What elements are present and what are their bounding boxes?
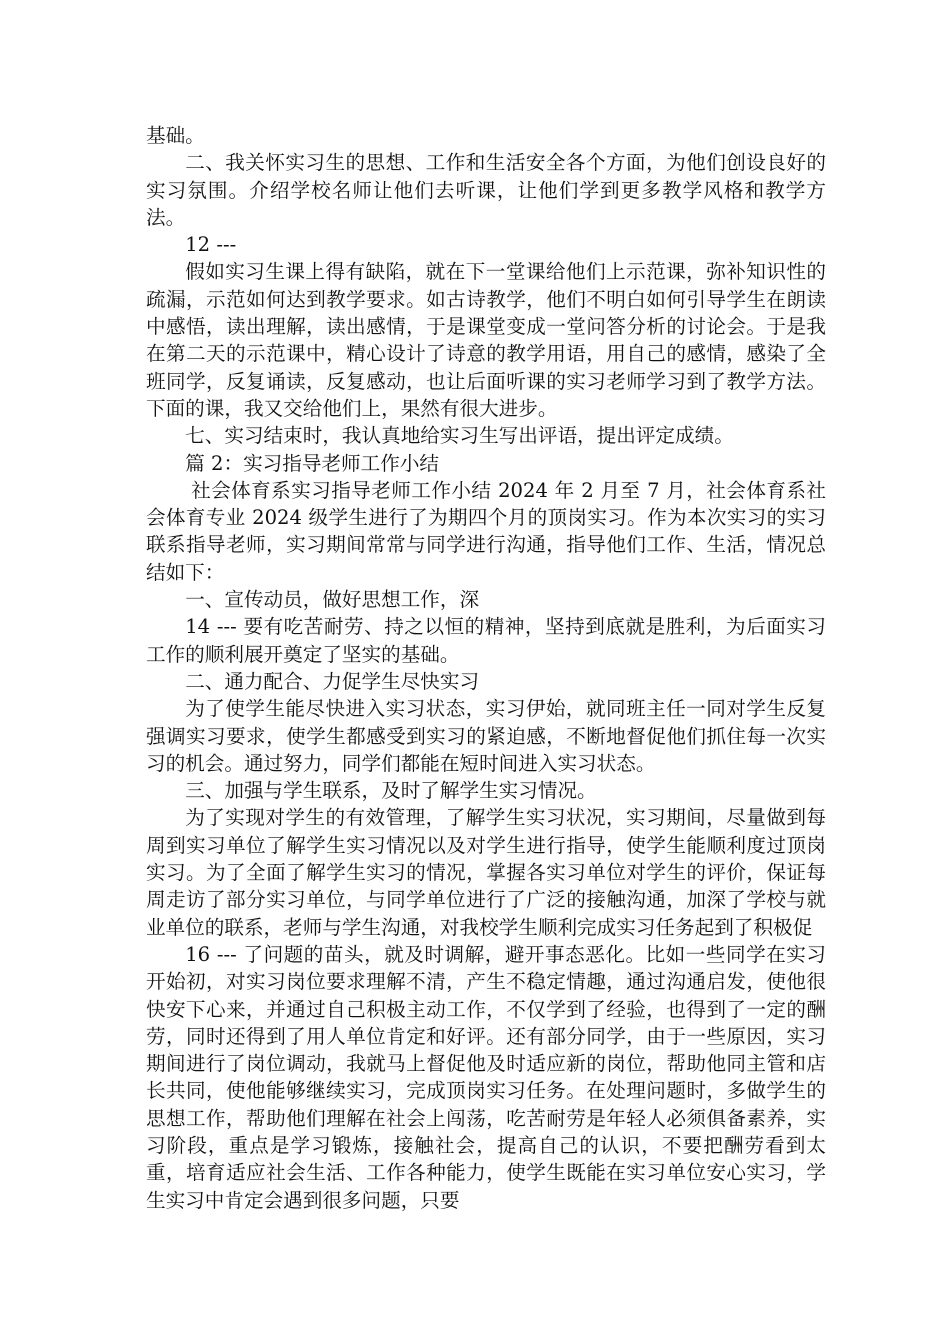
paragraph-problem-handling: 16 --- 了问题的苗头，就及时调解，避开事态恶化。比如一些同学在实习开始初，对实习岗位要求理解不清，产生不稳定情趣，通过沟通启发，使他很快安下心来，并通过自己积极主动工作，不仅学到了经验，也得到了一定的酬劳，同时还得到了用人单位肯定和好评。还有部分同学，由于一些原因，实习期间进行了岗位调动，我就马上督促他及时适应新的岗位，帮助他同主管和店长共同，使他能够继续实习，完成顶岗实习任务。在处理问题时，多做学生的思想工作，帮助他们理解在社会上闯荡，吃苦耐劳是年轻人必须俱备素养，实习阶段，重点是学习锻炼，接触社会，提高自己的认识，不要把酬劳看到太重，培育适应社会生活、工作各种能力，使学生既能在实习单位安心实习，学生实习中肯定会遇到很多问题，只要	[146, 942, 826, 1212]
paragraph-cooperation: 为了使学生能尽快进入实习状态，实习伊始，就同班主任一同对学生反复强调实习要求，使学生都感受到实习的紧迫感，不断地督促他们抓住每一次实习的机会。通过努力，同学们都能在短时间进入实习状态。	[146, 697, 826, 775]
paragraph-summary-intro: 社会体育系实习指导老师工作小结 2024 年 2 月至 7 月，社会体育系社会体育专业 2024 级学生进行了为期四个月的顶岗实习。作为本次实习的实习联系指导老师，实习期间常常与同学进行沟通，指导他们工作、生活，情况总结如下：	[146, 478, 826, 584]
paragraph-perseverance: 14 --- 要有吃苦耐劳、持之以恒的精神，坚持到底就是胜利，为后面实习工作的顺利展开奠定了坚实的基础。	[146, 615, 826, 666]
heading-cooperation: 二、通力配合、力促学生尽快实习	[185, 669, 480, 693]
page-marker-12: 12 ---	[185, 233, 237, 257]
heading-mobilization: 一、宣传动员，做好思想工作，深	[185, 588, 480, 612]
paragraph-evaluation: 七、实习结束时，我认真地给实习生写出评语，提出评定成绩。	[185, 424, 734, 448]
heading-contact-students: 三、加强与学生联系，及时了解学生实习情况。	[185, 779, 597, 803]
paragraph-management: 为了实现对学生的有效管理，了解学生实习状况，实习期间，尽量做到每周到实习单位了解学生实习情况以及对学生进行指导，使学生能顺利度过顶岗实习。为了全面了解学生实习的情况，掌握各实习单位对学生的评价，保证每周走访了部分实习单位，与同学单位进行了广泛的接触沟通，加深了学校与就业单位的联系，老师与学生沟通，对我校学生顺利完成实习任务起到了积极促	[146, 806, 826, 939]
document-page	[146, 122, 826, 1214]
paragraph-care-for-interns: 二、我关怀实习生的思想、工作和生活安全各个方面，为他们创设良好的实习氛围。介绍学校名师让他们去听课，让他们学到更多教学风格和教学方法。	[146, 151, 826, 229]
section-heading-part-2: 篇 2：实习指导老师工作小结	[185, 451, 440, 475]
paragraph-continuation: 基础。	[146, 124, 205, 147]
paragraph-demo-lesson: 假如实习生课上得有缺陷，就在下一堂课给他们上示范课，弥补知识性的疏漏，示范如何达到教学要求。如古诗教学，他们不明白如何引导学生在朗读中感悟，读出理解，读出感情，于是课堂变成一堂问答分析的讨论会。于是我在第二天的示范课中，精心设计了诗意的教学用语，用自己的感情，感染了全班同学，反复诵读，反复感动，也让后面听课的实习老师学习到了教学方法。下面的课，我又交给他们上，果然有很大进步。	[146, 260, 826, 420]
